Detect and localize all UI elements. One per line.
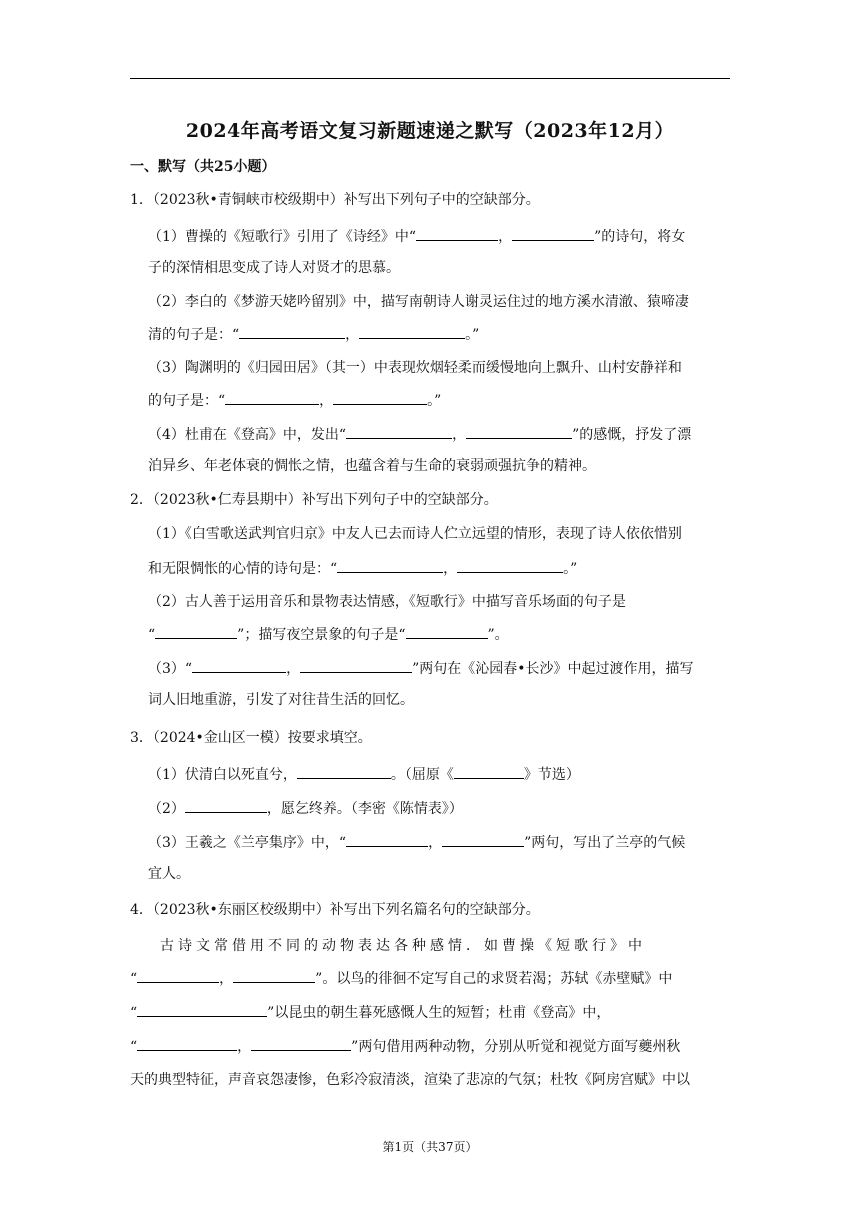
q1-sub-3-line-1: （3）陶渊明的《归园田居》（其一）中表现炊烟轻柔而缓慢地向上飘升、山村安静祥和 bbox=[148, 360, 682, 376]
q1-sub-4-line-2: 泊异乡、年老体衰的惆怅之情，也蕴含着与生命的衰弱顽强抗争的精神。 bbox=[148, 458, 596, 474]
blank[interactable] bbox=[137, 1036, 237, 1051]
blank[interactable] bbox=[346, 832, 428, 847]
blank[interactable] bbox=[155, 624, 237, 639]
blank[interactable] bbox=[137, 1002, 267, 1017]
q1-sub-1-line-2: 子的深情相思变成了诗人对贤才的思慕。 bbox=[148, 260, 400, 276]
blank[interactable] bbox=[239, 324, 345, 339]
section-heading: 一、默写（共25小题） bbox=[130, 159, 276, 175]
q2-sub-3-line-2: 词人旧地重游，引发了对往昔生活的回忆。 bbox=[148, 692, 414, 708]
q2-sub-3-line-1: （3）“ ， ”两句在《沁园春•长沙》中起过渡作用，描写 bbox=[148, 658, 694, 679]
page-footer: 第1页（共37页） bbox=[382, 1140, 478, 1154]
blank[interactable] bbox=[297, 764, 391, 779]
question-4-heading: 4．（2023秋•东丽区校级期中）补写出下列名篇名句的空缺部分。 bbox=[130, 902, 540, 918]
blank[interactable] bbox=[512, 226, 594, 241]
blank[interactable] bbox=[466, 424, 572, 439]
blank[interactable] bbox=[346, 424, 452, 439]
q4-paragraph-line-4: “ ， ”两句借用两种动物，分别从听觉和视觉方面写夔州秋 bbox=[130, 1036, 680, 1057]
q2-sub-1-line-1: （1）《白雪歌送武判官归京》中友人已去而诗人伫立远望的情形，表现了诗人依依惜别 bbox=[148, 526, 682, 542]
q2-sub-2-line-1: （2）古人善于运用音乐和景物表达情感，《短歌行》中描写音乐场面的句子是 bbox=[148, 594, 626, 610]
question-1-heading: 1．（2023秋•青铜峡市校级期中）补写出下列句子中的空缺部分。 bbox=[130, 192, 540, 208]
document-title: 2024年高考语文复习新题速递之默写（2023年12月） bbox=[185, 120, 675, 142]
q3-sub-2: （2） ，愿乞终养。（李密《陈情表》） bbox=[148, 798, 463, 819]
blank[interactable] bbox=[442, 832, 524, 847]
blank[interactable] bbox=[406, 624, 488, 639]
q3-sub-3-line-1: （3）王羲之《兰亭集序》中，“ ， ”两句，写出了兰亭的气候 bbox=[148, 832, 685, 853]
blank[interactable] bbox=[454, 764, 524, 779]
blank[interactable] bbox=[416, 226, 498, 241]
blank[interactable] bbox=[137, 968, 219, 983]
blank[interactable] bbox=[185, 798, 267, 813]
q3-sub-3-line-2: 宜人。 bbox=[148, 866, 190, 882]
q1-sub-2-line-2: 清的句子是：“ ， 。” bbox=[148, 324, 479, 345]
blank[interactable] bbox=[225, 390, 319, 405]
blank[interactable] bbox=[300, 658, 412, 673]
q2-sub-1-line-2: 和无限惆怅的心情的诗句是：“ ， 。” bbox=[148, 558, 577, 579]
q1-sub-1-line-1: （1）曹操的《短歌行》引用了《诗经》中“ ， ”的诗句，将女 bbox=[148, 226, 685, 247]
blank[interactable] bbox=[333, 390, 427, 405]
question-2-heading: 2．（2023秋•仁寿县期中）补写出下列句子中的空缺部分。 bbox=[130, 492, 498, 508]
q4-paragraph-line-3: “ ”以昆虫的朝生暮死感慨人生的短暂；杜甫《登高》中， bbox=[130, 1002, 610, 1023]
q1-sub-4-line-1: （4）杜甫在《登高》中，发出“ ， ”的感慨，抒发了漂 bbox=[148, 424, 691, 445]
blank[interactable] bbox=[457, 558, 563, 573]
question-3-heading: 3．（2024•金山区一模）按要求填空。 bbox=[130, 730, 372, 746]
q4-paragraph-line-5: 天的典型特征，声音哀怨凄惨，色彩冷寂清淡，渲染了悲凉的气氛；杜牧《阿房宫赋》中以 bbox=[130, 1072, 690, 1088]
blank[interactable] bbox=[337, 558, 443, 573]
header-rule bbox=[130, 78, 730, 79]
q4-paragraph-line-1: 古诗文常借用不同的动物表达各种感情．如曹操《短歌行》中 bbox=[160, 938, 646, 954]
q4-paragraph-line-2: “ ， ”。以鸟的徘徊不定写自己的求贤若渴；苏轼《赤壁赋》中 bbox=[130, 968, 672, 989]
q2-sub-2-line-2: “ ”；描写夜空景象的句子是“ ”。 bbox=[148, 624, 509, 645]
blank[interactable] bbox=[192, 658, 286, 673]
blank[interactable] bbox=[251, 1036, 351, 1051]
blank[interactable] bbox=[359, 324, 465, 339]
q1-sub-2-line-1: （2）李白的《梦游天姥吟留别》中，描写南朝诗人谢灵运住过的地方溪水清澈、猿啼凄 bbox=[148, 294, 689, 310]
q1-sub-3-line-2: 的句子是：“ ， 。” bbox=[148, 390, 441, 411]
q3-sub-1: （1）伏清白以死直兮， 。（屈原《 》节选） bbox=[148, 764, 580, 785]
blank[interactable] bbox=[233, 968, 315, 983]
